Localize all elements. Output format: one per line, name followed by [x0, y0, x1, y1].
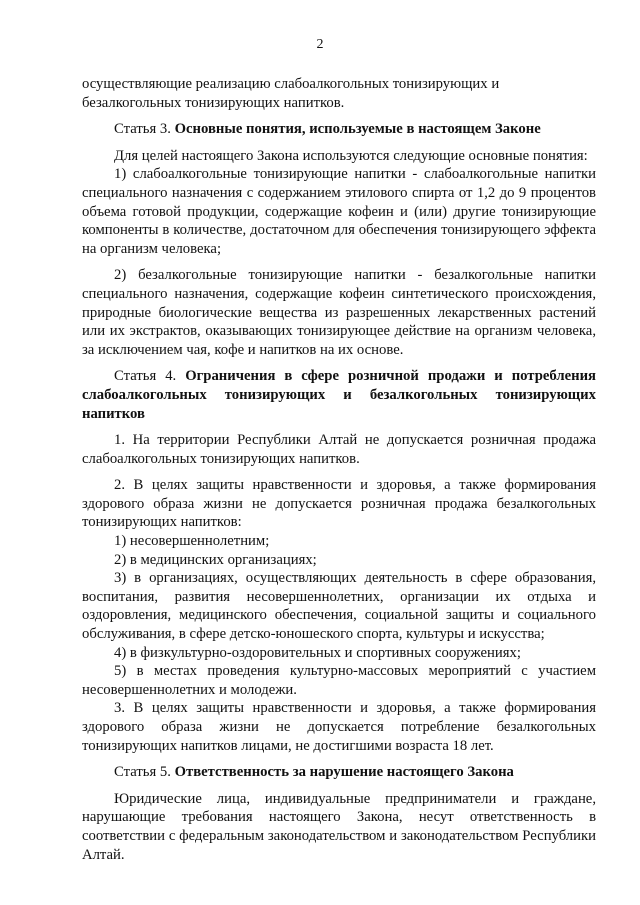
article-5-heading	[82, 763, 596, 782]
document-body	[82, 75, 596, 864]
article-5-prefix: Статья 5.	[114, 764, 171, 781]
article-4-para-1: 1. На территории Республики Алтай не допускается розничная продажа слабоалкогольных тонизирующих напитков.	[82, 432, 596, 467]
intro-line-1: осуществляющие реализацию слабоалкогольных тонизирующих и	[82, 76, 500, 92]
article-3-heading	[82, 120, 596, 139]
article-4-sub-4: 4) в физкультурно-оздоровительных и спортивных сооружениях;	[114, 644, 521, 661]
article-4-sub-2: 2) в медицинских организациях;	[114, 551, 317, 568]
article-3-item-2: 2) безалкогольные тонизирующие напитки - безалкогольные напитки специального назначения, содержащие кофеин синтетического происхождения, природные биологические вещества из разрешенных лекарственных растений или их экстрактов, оказывающих тонизирующее действие на организм человека, за исключением чая, кофе и напитков на их основе.	[82, 267, 596, 358]
article-3-lead: Для целей настоящего Закона используются следующие основные понятия:	[114, 147, 588, 164]
article-4-para-2: 2. В целях защиты нравственности и здоровья, а также формирования здорового образа жизни не допускается розничная продажа безалкогольных тонизирующих напитков:	[82, 477, 596, 531]
article-4-sub-1: 1) несовершеннолетним;	[114, 533, 270, 550]
article-4-prefix: Статья 4.	[114, 368, 177, 385]
article-4-sub-5: 5) в местах проведения культурно-массовых мероприятий с участием несовершеннолетних и молодежи.	[82, 663, 596, 698]
article-4-para-3: 3. В целях защиты нравственности и здоровья, а также формирования здорового образа жизни не допускается потребление безалкогольных тонизирующих напитков лицами, не достигшими возраста 18 лет.	[82, 700, 596, 754]
article-4-title: Ограничения в сфере розничной продажи и потребления слабоалкогольных тонизирующих и безалкогольных тонизирующих напитков	[82, 368, 596, 422]
intro-line-2: безалкогольных тонизирующих напитков.	[82, 94, 345, 111]
article-4-sub-3: 3) в организациях, осуществляющих деятельность в сфере образования, воспитания, развития несовершеннолетних, организации их отдыха и оздоровления, медицинского обеспечения, социальной защиты и социального обслуживания, в сфере детско-юношеского спорта, культуры и искусства;	[82, 570, 596, 643]
article-5-title: Ответственность за нарушение настоящего Закона	[174, 764, 514, 781]
article-3-prefix: Статья 3.	[114, 121, 171, 138]
article-3-title: Основные понятия, используемые в настоящем Законе	[174, 121, 541, 138]
article-5-para-1: Юридические лица, индивидуальные предприниматели и граждане, нарушающие требования настоящего Закона, несут ответственность в соответствии с федеральным законодательством и законодательством Республики Алтай.	[82, 790, 596, 863]
article-3-item-1: 1) слабоалкогольные тонизирующие напитки - слабоалкогольные напитки специального назначения с содержанием этилового спирта от 1,2 до 9 процентов объема готовой продукции, содержащие кофеин и (или) другие тонизирующие компоненты в количестве, достаточном для обеспечения тонизирующего эффекта на организм человека;	[82, 166, 596, 257]
article-4-heading	[82, 367, 596, 423]
page-number: 2	[316, 37, 324, 52]
